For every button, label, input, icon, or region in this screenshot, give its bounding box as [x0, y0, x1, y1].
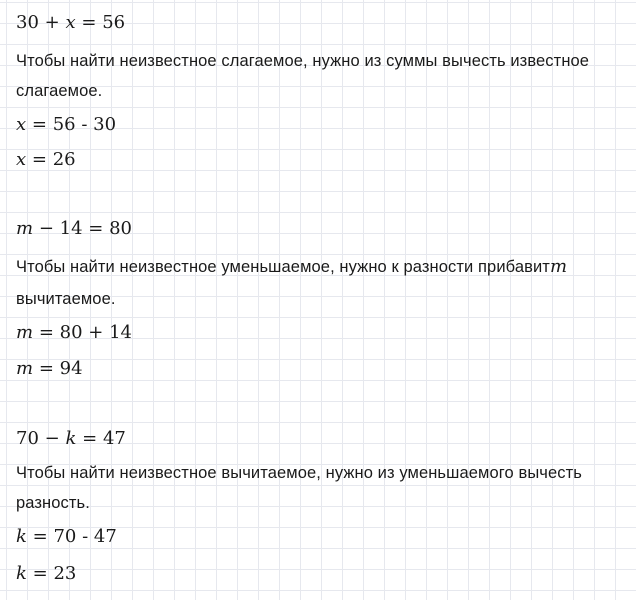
- rule-2-line-1: [16, 256, 567, 278]
- step-2-2: [16, 358, 83, 380]
- equation-2: [16, 218, 132, 240]
- expression: 70 - 47: [53, 526, 117, 547]
- step-3-1: [16, 526, 117, 548]
- answer: 26: [52, 149, 76, 170]
- equals-sign: =: [32, 563, 48, 584]
- expression: 80 + 14: [59, 322, 132, 343]
- expression: 56 - 30: [52, 114, 117, 135]
- step-1-1: [16, 114, 116, 136]
- rule-3-line-1: Чтобы найти неизвестное вычитаемое, нужно из уменьшаемого вычесть: [16, 464, 582, 482]
- step-3-2: [16, 563, 76, 585]
- answer: 23: [53, 563, 77, 584]
- variable: x: [16, 114, 27, 135]
- equals-sign: =: [82, 428, 98, 449]
- equals-sign: =: [32, 526, 48, 547]
- number: 56: [102, 12, 126, 33]
- variable: m: [16, 358, 34, 379]
- number: 30: [16, 12, 39, 33]
- step-1-2: [16, 149, 76, 171]
- operator: −: [38, 218, 54, 239]
- equals-sign: =: [31, 114, 47, 135]
- variable: k: [16, 563, 27, 584]
- rule-2-line-2: вычитаемое.: [16, 290, 116, 308]
- equals-sign: =: [38, 322, 54, 343]
- equals-sign: =: [31, 149, 47, 170]
- variable: k: [65, 428, 77, 449]
- variable: m: [16, 218, 34, 239]
- rule-1-line-1: Чтобы найти неизвестное слагаемое, нужно из суммы вычесть известное: [16, 52, 590, 70]
- variable: m: [549, 256, 568, 277]
- rule-3-line-2: разность.: [16, 494, 90, 512]
- equation-3: [16, 428, 126, 450]
- equation-1: [16, 12, 125, 34]
- variable: k: [16, 526, 27, 547]
- answer: 94: [59, 358, 83, 379]
- rule-1-line-2: слагаемое.: [16, 82, 103, 100]
- variable: x: [16, 149, 27, 170]
- operator: +: [44, 12, 60, 33]
- number: 70: [16, 428, 39, 449]
- step-2-1: [16, 322, 132, 344]
- variable: x: [65, 12, 76, 33]
- variable: m: [16, 322, 34, 343]
- operator: −: [44, 428, 60, 449]
- number: 47: [102, 428, 126, 449]
- rule-text: Чтобы найти неизвестное уменьшаемое, нужно к разности прибавит: [16, 258, 550, 276]
- equals-sign: =: [38, 358, 54, 379]
- equals-sign: =: [81, 12, 97, 33]
- expression: 14 = 80: [59, 218, 132, 239]
